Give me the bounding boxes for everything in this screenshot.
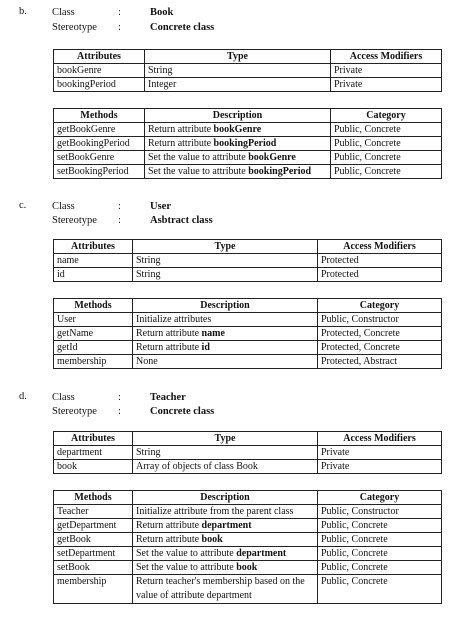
column-header: Category xyxy=(318,491,442,505)
colon: : xyxy=(118,22,121,33)
attribute-reference: bookGenre xyxy=(248,152,296,163)
method-name-cell: getId xyxy=(54,341,133,355)
attribute-reference: department xyxy=(201,520,252,531)
description-text: Return attribute xyxy=(148,124,214,135)
table-row xyxy=(54,460,442,474)
description-cell xyxy=(145,137,331,151)
description-text: Return teacher's membership based on the value of attribute department xyxy=(136,576,305,601)
method-name-cell: User xyxy=(54,313,133,327)
column-header: Type xyxy=(145,50,331,64)
description-text: Return attribute xyxy=(148,138,214,149)
stereotype-label: Stereotype xyxy=(52,406,97,417)
table-row xyxy=(54,123,442,137)
type-cell: String xyxy=(145,64,331,78)
category-cell: Protected, Concrete xyxy=(318,341,442,355)
header-row xyxy=(54,50,442,64)
colon: : xyxy=(118,406,121,417)
attribute-reference: id xyxy=(201,342,210,353)
method-name-cell: Teacher xyxy=(54,505,133,519)
table-row xyxy=(54,575,442,604)
attribute-name-cell: id xyxy=(54,268,133,282)
column-header: Category xyxy=(331,109,442,123)
description-text: Return attribute xyxy=(136,520,202,531)
stereotype-label: Stereotype xyxy=(52,215,97,226)
method-name-cell: getName xyxy=(54,327,133,341)
class-row xyxy=(52,200,171,214)
category-cell: Public, Concrete xyxy=(331,137,442,151)
table-row xyxy=(54,446,442,460)
stereotype-label: Stereotype xyxy=(52,22,97,33)
description-cell xyxy=(133,327,318,341)
method-name-cell: setBookGenre xyxy=(54,151,145,165)
description-cell xyxy=(145,151,331,165)
methods-table xyxy=(53,490,442,604)
column-header: Access Modifiers xyxy=(331,50,442,64)
attribute-name-cell: department xyxy=(54,446,133,460)
colon: : xyxy=(118,215,121,226)
column-header: Attributes xyxy=(54,432,133,446)
attribute-name-cell: bookGenre xyxy=(54,64,145,78)
stereotype-value: Asbtract class xyxy=(150,215,213,226)
description-cell xyxy=(133,355,318,369)
type-cell: String xyxy=(133,254,318,268)
attributes-table xyxy=(53,431,442,474)
method-name-cell: setDepartment xyxy=(54,547,133,561)
header-row xyxy=(54,491,442,505)
attribute-name-cell: book xyxy=(54,460,133,474)
table-row xyxy=(54,78,442,92)
attribute-reference: book xyxy=(201,534,223,545)
attributes-table xyxy=(53,239,442,282)
description-text: Return attribute xyxy=(136,342,202,353)
class-label: Class xyxy=(52,201,75,212)
column-header: Description xyxy=(145,109,331,123)
colon: : xyxy=(118,392,121,403)
colon: : xyxy=(118,201,121,212)
category-cell: Public, Constructor xyxy=(318,313,442,327)
description-text: Initialize attribute from the parent class xyxy=(136,506,294,517)
description-cell xyxy=(133,561,318,575)
attribute-reference: book xyxy=(236,562,258,573)
table-row xyxy=(54,151,442,165)
description-cell xyxy=(133,547,318,561)
type-cell: Array of objects of class Book xyxy=(133,460,318,474)
table-row xyxy=(54,561,442,575)
method-name-cell: setBook xyxy=(54,561,133,575)
header-row xyxy=(54,299,442,313)
attribute-reference: bookGenre xyxy=(213,124,262,135)
description-text: Set the value to attribute xyxy=(148,152,249,163)
description-cell xyxy=(133,341,318,355)
methods-table xyxy=(53,108,442,179)
description-text: Set the value to attribute xyxy=(148,166,249,177)
column-header: Attributes xyxy=(54,50,145,64)
attribute-reference: bookingPeriod xyxy=(248,166,312,177)
access-modifier-cell: Protected xyxy=(318,268,442,282)
column-header: Type xyxy=(133,240,318,254)
access-modifier-cell: Private xyxy=(318,460,442,474)
table-row xyxy=(54,64,442,78)
category-cell: Public, Concrete xyxy=(318,533,442,547)
attribute-name-cell: name xyxy=(54,254,133,268)
class-name: User xyxy=(150,201,171,212)
header-row xyxy=(54,432,442,446)
method-name-cell: membership xyxy=(54,355,133,369)
column-header: Access Modifiers xyxy=(318,240,442,254)
description-cell xyxy=(133,575,318,604)
method-name-cell: setBookingPeriod xyxy=(54,165,145,179)
column-header: Methods xyxy=(54,109,145,123)
class-row xyxy=(52,391,186,405)
column-header: Access Modifiers xyxy=(318,432,442,446)
column-header: Category xyxy=(318,299,442,313)
class-label: Class xyxy=(52,392,75,403)
access-modifier-cell: Private xyxy=(318,446,442,460)
column-header: Methods xyxy=(54,299,133,313)
description-cell xyxy=(145,165,331,179)
class-name: Book xyxy=(150,7,174,18)
category-cell: Public, Concrete xyxy=(318,519,442,533)
category-cell: Public, Concrete xyxy=(318,547,442,561)
access-modifier-cell: Protected xyxy=(318,254,442,268)
category-cell: Protected, Concrete xyxy=(318,327,442,341)
column-header: Description xyxy=(133,491,318,505)
method-name-cell: getBookGenre xyxy=(54,123,145,137)
table-row xyxy=(54,519,442,533)
description-text: Return attribute xyxy=(136,328,202,339)
access-modifier-cell: Private xyxy=(331,64,442,78)
description-text: Initialize attributes xyxy=(136,314,212,325)
table-row xyxy=(54,341,442,355)
attribute-reference: department xyxy=(236,548,287,559)
column-header: Type xyxy=(133,432,318,446)
description-cell xyxy=(133,533,318,547)
table-row xyxy=(54,137,442,151)
category-cell: Public, Concrete xyxy=(318,561,442,575)
section-letter: d. xyxy=(19,391,27,402)
description-text: Set the value to attribute xyxy=(136,548,237,559)
colon: : xyxy=(118,7,121,18)
table-row xyxy=(54,547,442,561)
method-name-cell: getDepartment xyxy=(54,519,133,533)
table-row xyxy=(54,313,442,327)
category-cell: Public, Constructor xyxy=(318,505,442,519)
column-header: Description xyxy=(133,299,318,313)
method-name-cell: getBookingPeriod xyxy=(54,137,145,151)
type-cell: Integer xyxy=(145,78,331,92)
description-cell xyxy=(145,123,331,137)
category-cell: Public, Concrete xyxy=(331,165,442,179)
table-row xyxy=(54,533,442,547)
table-row xyxy=(54,327,442,341)
table-row xyxy=(54,165,442,179)
description-cell xyxy=(133,505,318,519)
description-text: Return attribute xyxy=(136,534,202,545)
class-label: Class xyxy=(52,7,75,18)
category-cell: Public, Concrete xyxy=(318,575,442,604)
attributes-table xyxy=(53,49,442,92)
header-row xyxy=(54,109,442,123)
column-header: Methods xyxy=(54,491,133,505)
stereotype-row xyxy=(52,405,214,419)
column-header: Attributes xyxy=(54,240,133,254)
stereotype-row xyxy=(52,214,213,228)
stereotype-value: Concrete class xyxy=(150,406,215,417)
type-cell: String xyxy=(133,268,318,282)
category-cell: Public, Concrete xyxy=(331,151,442,165)
class-name: Teacher xyxy=(150,392,186,403)
section-letter: c. xyxy=(19,200,27,211)
methods-table xyxy=(53,298,442,369)
description-text: None xyxy=(136,356,158,367)
category-cell: Protected, Abstract xyxy=(318,355,442,369)
category-cell: Public, Concrete xyxy=(331,123,442,137)
description-cell xyxy=(133,313,318,327)
table-row xyxy=(54,505,442,519)
table-row xyxy=(54,355,442,369)
table-row xyxy=(54,254,442,268)
type-cell: String xyxy=(133,446,318,460)
class-row xyxy=(52,6,173,20)
description-text: Set the value to attribute xyxy=(136,562,237,573)
access-modifier-cell: Private xyxy=(331,78,442,92)
stereotype-value: Concrete class xyxy=(150,22,215,33)
header-row xyxy=(54,240,442,254)
description-cell xyxy=(133,519,318,533)
attribute-reference: bookingPeriod xyxy=(213,138,277,149)
method-name-cell: membership xyxy=(54,575,133,604)
stereotype-row xyxy=(52,21,214,35)
section-letter: b. xyxy=(19,6,27,17)
method-name-cell: getBook xyxy=(54,533,133,547)
table-row xyxy=(54,268,442,282)
attribute-name-cell: bookingPeriod xyxy=(54,78,145,92)
attribute-reference: name xyxy=(201,328,225,339)
